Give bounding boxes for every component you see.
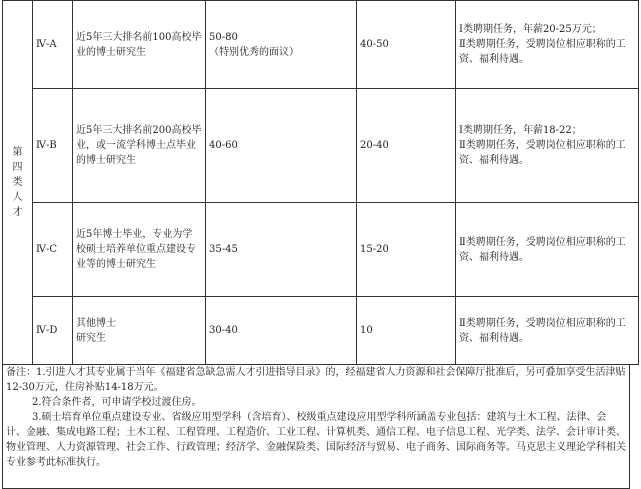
level-cell: Ⅳ-D	[33, 297, 73, 365]
housing-cell: 20-40	[357, 89, 456, 203]
criteria-cell: 近5年三大排名前100高校毕业的博士研究生	[73, 1, 206, 89]
housing-cell: 40-50	[357, 1, 456, 89]
remark-cell: Ⅱ类聘期任务，受聘岗位相应职称的工资、福利待遇。	[456, 297, 639, 365]
salary-cell: 30-40	[206, 297, 357, 365]
note-1: 备注：1.引进人才其专业属于当年《福建省急缺急需人才引进指导目录》的，经福建省人力资源和社会保障厅批准后，另可叠加享受生活津贴12-30万元，住房补贴14-18万元。	[6, 367, 626, 393]
notes-box	[2, 365, 630, 489]
note-3: 3.硕士培育单位重点建设专业、省级应用型学科（含培育）、校级重点建设应用型学科所涵盖专业包括：建筑与土木工程、法律、会计、金融、集成电路工程；土木工程、工程管理、工程造价、工业工程、计算机类、通信工程、电子信息工程、光学类、法学、会计审计类、物业管理、人力资源管理、社会工作、行政管理；经济学、金融保险类、国际经济与贸易、电子商务、国际商务等。马克思主义理论学科相关专业参考此标准执行。	[6, 412, 626, 468]
salary-cell: 35-45	[206, 203, 357, 297]
housing-cell: 10	[357, 297, 456, 365]
remark-cell: Ⅱ类聘期任务，受聘岗位相应职称的工资、福利待遇。	[456, 203, 639, 297]
housing-cell: 15-20	[357, 203, 456, 297]
level-cell: Ⅳ-C	[33, 203, 73, 297]
category-cell	[3, 1, 33, 365]
level-cell: Ⅳ-A	[33, 1, 73, 89]
remark-cell: Ⅰ类聘期任务，年薪18-22； Ⅱ类聘期任务，受聘岗位相应职称的工资、福利待遇。	[456, 89, 639, 203]
remark-cell: Ⅰ类聘期任务，年薪20-25万元； Ⅱ类聘期任务，受聘岗位相应职称的工资、福利待遇。	[456, 1, 639, 89]
criteria-cell: 近5年三大排名前200高校毕业，或一流学科博士点毕业的博士研究生	[73, 89, 206, 203]
talent-table	[2, 0, 639, 365]
salary-cell: 40-60	[206, 89, 357, 203]
table-row	[3, 203, 639, 297]
level-cell: Ⅳ-B	[33, 89, 73, 203]
criteria-cell: 其他博士 研究生	[73, 297, 206, 365]
category-label: 第四类人才	[12, 147, 23, 218]
table-row	[3, 89, 639, 203]
criteria-cell: 近5年博士毕业，专业为学校硕士培养单位重点建设专业等的博士研究生	[73, 203, 206, 297]
salary-cell: 50-80 （特别优秀的面议）	[206, 1, 357, 89]
note-2: 2.符合条件者，可申请学校过渡住房。	[32, 397, 202, 408]
table-row	[3, 297, 639, 365]
table-row	[3, 1, 639, 89]
